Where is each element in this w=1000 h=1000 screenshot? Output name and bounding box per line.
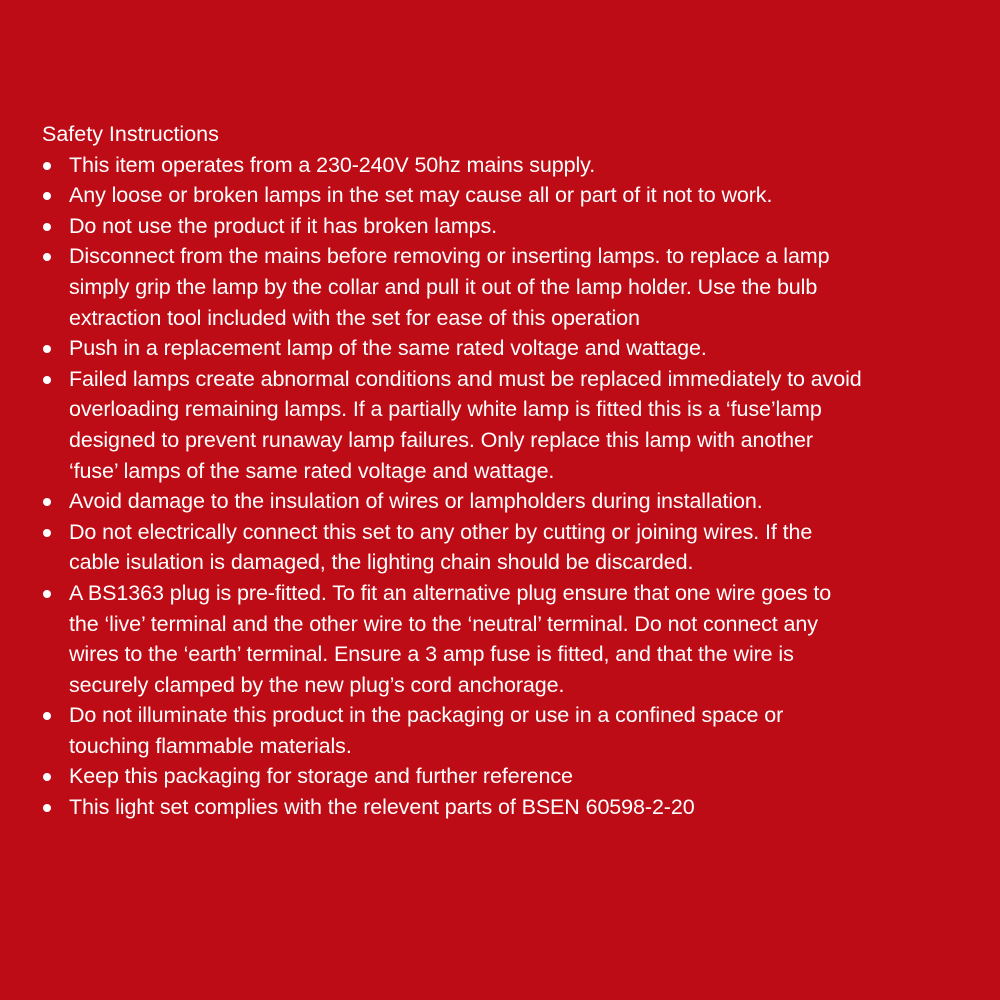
instruction-item — [42, 241, 972, 333]
instruction-text-line: Do not use the product if it has broken lamps. — [69, 213, 498, 238]
instruction-text-line: Avoid damage to the insulation of wires or lampholders during installation. — [69, 489, 763, 514]
instruction-item — [42, 364, 972, 486]
instruction-text-line: designed to prevent runaway lamp failures. Only replace this lamp with another — [69, 427, 813, 452]
instruction-text-line: Do not illuminate this product in the packaging or use in a confined space or — [69, 703, 784, 728]
instruction-text-line: This light set complies with the relevent parts of BSEN 60598-2-20 — [69, 795, 695, 820]
bullet-icon — [43, 773, 51, 781]
safety-instructions-section — [42, 119, 972, 823]
instruction-text-line: A BS1363 plug is pre-fitted. To fit an alternative plug ensure that one wire goes to — [69, 580, 832, 605]
instruction-text-line: simply grip the lamp by the collar and pull it out of the lamp holder. Use the bulb — [69, 274, 818, 299]
instruction-text-line: overloading remaining lamps. If a partially white lamp is fitted this is a ‘fuse’lamp — [69, 397, 822, 422]
bullet-icon — [43, 223, 51, 231]
instruction-item — [42, 211, 972, 242]
instruction-text-line: wires to the ‘earth’ terminal. Ensure a 3 amp fuse is fitted, and that the wire is — [69, 642, 794, 667]
instruction-item — [42, 180, 972, 211]
bullet-icon — [43, 376, 51, 384]
bullet-icon — [43, 162, 51, 170]
instruction-item — [42, 761, 972, 792]
instruction-item — [42, 517, 972, 578]
bullet-icon — [43, 345, 51, 353]
instruction-text-line: ‘fuse’ lamps of the same rated voltage and wattage. — [69, 458, 555, 483]
bullet-icon — [43, 253, 51, 261]
instruction-text-line: Push in a replacement lamp of the same rated voltage and wattage. — [69, 336, 707, 361]
instruction-text-line: Keep this packaging for storage and further reference — [69, 764, 573, 789]
instruction-text-line: cable isulation is damaged, the lighting chain should be discarded. — [69, 550, 694, 575]
instruction-item — [42, 578, 972, 700]
instruction-item — [42, 700, 972, 761]
instruction-list — [42, 150, 972, 823]
instruction-text-line: extraction tool included with the set for ease of this operation — [69, 305, 640, 330]
instruction-text-line: securely clamped by the new plug’s cord anchorage. — [69, 672, 565, 697]
bullet-icon — [43, 498, 51, 506]
instruction-text-line: Failed lamps create abnormal conditions and must be replaced immediately to avoid — [69, 366, 862, 391]
instruction-item — [42, 792, 972, 823]
instruction-text-line: Any loose or broken lamps in the set may cause all or part of it not to work. — [69, 183, 773, 208]
instruction-text-line: touching flammable materials. — [69, 733, 352, 758]
bullet-icon — [43, 804, 51, 812]
instruction-text-line: the ‘live’ terminal and the other wire to the ‘neutral’ terminal. Do not connect any — [69, 611, 818, 636]
instruction-item — [42, 486, 972, 517]
bullet-icon — [43, 590, 51, 598]
section-heading: Safety Instructions — [42, 122, 219, 146]
instruction-item — [42, 333, 972, 364]
bullet-icon — [43, 529, 51, 537]
instruction-text-line: Disconnect from the mains before removing or inserting lamps. to replace a lamp — [69, 244, 830, 269]
instruction-text-line: This item operates from a 230-240V 50hz mains supply. — [69, 152, 596, 177]
instruction-text-line: Do not electrically connect this set to any other by cutting or joining wires. If the — [69, 519, 813, 544]
bullet-icon — [43, 712, 51, 720]
instruction-item — [42, 150, 972, 181]
bullet-icon — [43, 192, 51, 200]
